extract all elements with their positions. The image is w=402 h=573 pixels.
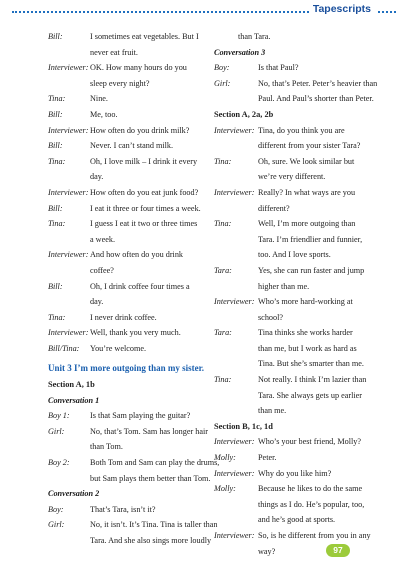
dialogue-line (48, 154, 206, 170)
dialogue-text: than Tom. (90, 442, 123, 452)
dialogue-text: You’re welcome. (90, 343, 147, 353)
dialogue-text: day. (90, 172, 104, 182)
dialogue-line (214, 372, 372, 388)
dialogue-line (214, 138, 372, 154)
dialogue-text: Tara. She always gets up earlier (258, 390, 363, 400)
speaker-name: Boy 1: (48, 411, 70, 421)
dialogue-text: way? (258, 546, 276, 556)
speaker-name: Interviewer: (214, 437, 255, 447)
dialogue-line (48, 502, 206, 518)
dialogue-line (214, 216, 372, 232)
dialogue-line (48, 76, 206, 92)
dialogue-text: Is that Paul? (258, 63, 299, 73)
dialogue-text: I sometimes eat vegetables. But I (90, 32, 199, 41)
dialogue-line (214, 403, 372, 419)
dialogue-line (214, 325, 372, 341)
dialogue-line (214, 434, 372, 450)
dialogue-text: I guess I eat it two or three times (90, 219, 198, 229)
dialogue-text: Tina, do you think you are (258, 125, 345, 135)
speaker-name: Bill: (48, 141, 63, 151)
speaker-name (214, 201, 258, 217)
speaker-name: Molly: (214, 484, 236, 494)
speaker-name (214, 232, 258, 248)
unit-heading: Unit 3 I’m more outgoing than my sister. (48, 363, 205, 374)
dialogue-text: Never. I can’t stand milk. (90, 141, 174, 151)
speaker-name: Tina: (48, 219, 66, 229)
dialogue-text: Peter. (258, 453, 277, 463)
speaker-name (48, 533, 90, 549)
dialogue-line (214, 91, 372, 107)
speaker-name (214, 512, 258, 528)
section-title: Tapescripts (310, 3, 374, 15)
dialogue-line (214, 466, 372, 482)
dialogue-text: That’s Tara, isn’t it? (90, 504, 156, 514)
speaker-name (48, 45, 90, 61)
dialogue-text: I eat it three or four times a week. (90, 203, 201, 213)
dialogue-line (214, 185, 372, 201)
speaker-name: Interviewer: (214, 187, 255, 197)
dialogue-line (214, 263, 372, 279)
dialogue-text: How often do you eat junk food? (90, 187, 199, 197)
section-heading: Section B, 1c, 1d (214, 421, 273, 431)
speaker-name: Tina: (48, 312, 66, 322)
speaker-name: Tina: (48, 94, 66, 104)
dialogue-line (214, 497, 372, 513)
dialogue-text: Tara. And she also sings more loudly (90, 536, 212, 545)
dialogue-line (48, 201, 206, 217)
speaker-name: Bill: (48, 32, 63, 41)
dialogue-text: but Sam plays them better than Tom. (90, 473, 211, 483)
speaker-name: Boy 2: (48, 458, 70, 468)
dialogue-text: school? (258, 312, 284, 322)
dialogue-text: things as I do. He’s popular, too, (258, 499, 365, 509)
dialogue-text: we’re very different. (258, 172, 326, 182)
speaker-name (214, 388, 258, 404)
page-number: 97 (326, 544, 350, 557)
section-heading: Section A, 1b (48, 380, 95, 390)
speaker-name: Tara: (214, 265, 232, 275)
dialogue-text: than me. (258, 406, 287, 416)
conversation-heading: Conversation 3 (214, 47, 266, 57)
dialogue-line (48, 294, 206, 310)
dialogue-text: How often do you drink milk? (90, 125, 190, 135)
speaker-name: Bill: (48, 281, 63, 291)
dialogue-text: than me, but I work as hard as (258, 343, 357, 353)
dialogue-continuation: than Tara. (238, 32, 271, 41)
dialogue-line (48, 533, 212, 549)
dialogue-line (214, 60, 372, 76)
speaker-name: Girl: (48, 520, 65, 530)
dialogue-line (48, 91, 206, 107)
speaker-name: Interviewer: (214, 468, 255, 478)
speaker-name: Bill/Tina: (48, 343, 80, 353)
dialogue-line (48, 341, 206, 357)
speaker-name (214, 138, 258, 154)
dialogue-line (214, 528, 372, 544)
speaker-name: Tina: (214, 156, 232, 166)
speaker-name (214, 356, 258, 372)
page-header (0, 0, 402, 22)
dialogue-text: sleep every night? (90, 78, 150, 88)
dialogue-line (214, 450, 372, 466)
conversation-heading: Conversation 1 (48, 395, 100, 405)
speaker-name (214, 544, 258, 560)
speaker-name (48, 263, 90, 279)
dialogue-text: different from your sister Tara? (258, 141, 361, 151)
dialogue-text: Tina thinks she works harder (258, 328, 353, 338)
dialogue-line (48, 471, 211, 487)
speaker-name (214, 497, 258, 513)
speaker-name: Tina: (214, 375, 232, 385)
dialogue-line (48, 45, 206, 61)
speaker-name: Interviewer: (214, 125, 255, 135)
dialogue-line (48, 408, 206, 424)
speaker-name: Tina: (48, 156, 66, 166)
dialogue-line (214, 247, 372, 263)
dialogue-line (48, 247, 206, 263)
dialogue-text: and he’s good at sports. (258, 515, 336, 525)
dialogue-line (48, 107, 206, 123)
dialogue-line (214, 310, 372, 326)
speaker-name: Tina: (214, 219, 232, 229)
speaker-name: Bill: (48, 203, 63, 213)
dialogue-text: Who’s your best friend, Molly? (258, 437, 362, 447)
dialogue-line (48, 279, 206, 295)
dialogue-line (48, 29, 206, 45)
speaker-name: Interviewer: (48, 328, 89, 338)
dialogue-text: coffee? (90, 265, 114, 275)
speaker-name: Interviewer: (214, 297, 255, 307)
dialogue-line (214, 481, 372, 497)
dialogue-text: And how often do you drink (90, 250, 184, 260)
dialogue-text: a week. (90, 234, 116, 244)
section-heading: Section A, 2a, 2b (214, 109, 274, 119)
dialogue-line (214, 356, 372, 372)
speaker-name (214, 403, 258, 419)
dialogue-line (48, 232, 206, 248)
dialogue-text: I never drink coffee. (90, 312, 157, 322)
dialogue-text: higher than me. (258, 281, 310, 291)
dialogue-line (48, 169, 206, 185)
dialogue-line (48, 263, 206, 279)
dialogue-text: Yes, she can run faster and jump (258, 265, 365, 275)
dialogue-line (48, 455, 220, 471)
dialogue-line (48, 123, 206, 139)
dialogue-text: day. (90, 297, 104, 307)
dialogue-text: Well, I’m more outgoing than (258, 219, 356, 229)
dialogue-text: OK. How many hours do you (90, 63, 187, 73)
speaker-name (214, 310, 258, 326)
speaker-name: Girl: (214, 78, 231, 88)
speaker-name: Interviewer: (214, 531, 255, 540)
dialogue-line (214, 388, 372, 404)
speaker-name (48, 169, 90, 185)
speaker-name (48, 294, 90, 310)
dialogue-text: Tina. But she’s smarter than me. (258, 359, 364, 369)
speaker-name (214, 247, 258, 263)
dialogue-line (214, 201, 372, 217)
speaker-name (48, 232, 90, 248)
dialogue-text: Tara. I’m friendlier and funnier, (258, 234, 363, 244)
header-dotted-rule (12, 11, 312, 13)
dialogue-line (214, 154, 372, 170)
dialogue-text: Nine. (90, 94, 108, 104)
header-dotted-rule-end (378, 11, 396, 13)
dialogue-line (48, 439, 206, 455)
dialogue-text: Paul. And Paul’s shorter than Peter. (258, 94, 374, 104)
dialogue-line (48, 310, 206, 326)
right-column (214, 29, 378, 559)
speaker-name: Interviewer: (48, 125, 89, 135)
dialogue-text: Why do you like him? (258, 468, 332, 478)
dialogue-text: Because he likes to do the same (258, 484, 363, 494)
dialogue-line (214, 123, 372, 139)
speaker-name (48, 76, 90, 92)
dialogue-text: Well, thank you very much. (90, 328, 181, 338)
dialogue-line (214, 279, 372, 295)
left-column (48, 29, 220, 549)
dialogue-text: Not really. I think I’m lazier than (258, 375, 367, 385)
speaker-name (214, 279, 258, 295)
speaker-name (214, 341, 258, 357)
dialogue-line (214, 294, 372, 310)
speaker-name: Molly: (214, 453, 236, 463)
speaker-name: Boy: (214, 63, 230, 73)
dialogue-text: Really? In what ways are you (258, 187, 356, 197)
conversation-heading: Conversation 2 (48, 489, 100, 499)
speaker-name: Bill: (48, 109, 63, 119)
dialogue-text: Who’s more hard-working at (258, 297, 353, 307)
dialogue-text: never eat fruit. (90, 47, 138, 57)
dialogue-line (48, 216, 206, 232)
dialogue-text: No, that’s Tom. Sam has longer hair (90, 426, 208, 436)
dialogue-line (214, 512, 372, 528)
speaker-name: Interviewer: (48, 250, 89, 260)
dialogue-text: No, that’s Peter. Peter’s heavier than (258, 78, 378, 88)
dialogue-line (214, 169, 372, 185)
dialogue-text: too. And I love sports. (258, 250, 331, 260)
dialogue-line (48, 138, 206, 154)
dialogue-text: Is that Sam playing the guitar? (90, 411, 191, 421)
speaker-name: Boy: (48, 504, 64, 514)
speaker-name: Tara: (214, 328, 232, 338)
dialogue-text: Oh, I love milk – I drink it every (90, 156, 198, 166)
dialogue-line (48, 185, 206, 201)
dialogue-text: No, it isn’t. It’s Tina. Tina is taller than (90, 520, 218, 530)
dialogue-text: Both Tom and Sam can play the drums, (90, 458, 220, 468)
dialogue-line (48, 424, 206, 440)
speaker-name (48, 471, 90, 487)
speaker-name (214, 91, 258, 107)
dialogue-text: Oh, I drink coffee four times a (90, 281, 190, 291)
dialogue-line (48, 325, 206, 341)
speaker-name (48, 439, 90, 455)
dialogue-text: So, is he different from you in any (258, 531, 371, 540)
dialogue-line (214, 341, 372, 357)
speaker-name: Interviewer: (48, 187, 89, 197)
dialogue-line (48, 517, 218, 533)
dialogue-line (48, 60, 206, 76)
speaker-name: Girl: (48, 426, 65, 436)
dialogue-text: Me, too. (90, 109, 118, 119)
dialogue-text: different? (258, 203, 290, 213)
dialogue-line (214, 76, 378, 92)
dialogue-text: Oh, sure. We look similar but (258, 156, 355, 166)
speaker-name (214, 169, 258, 185)
speaker-name: Interviewer: (48, 63, 89, 73)
dialogue-line (214, 232, 372, 248)
